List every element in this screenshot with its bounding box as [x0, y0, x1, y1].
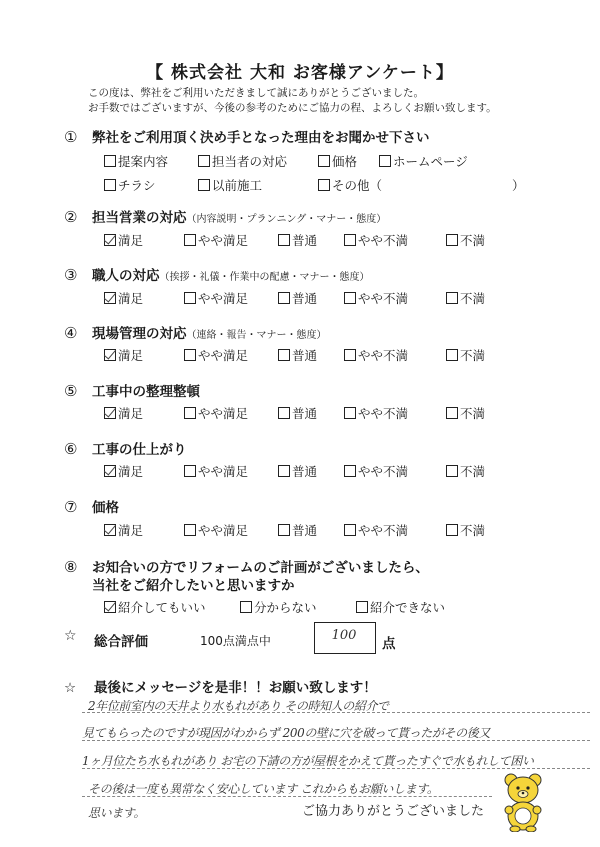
checkbox[interactable]: [446, 465, 458, 477]
message-line-4: その後は一度も異常なく安心しています これからもお願いします。: [88, 782, 439, 796]
checkbox[interactable]: [184, 524, 196, 536]
checkbox[interactable]: [198, 179, 210, 191]
checkbox[interactable]: [356, 601, 368, 613]
q4-option-dissatisfied[interactable]: 不満: [446, 346, 485, 364]
q2-option-somewhat-dissatisfied[interactable]: やや不満: [344, 231, 408, 249]
q5-option-somewhat-dissatisfied[interactable]: やや不満: [344, 404, 408, 422]
intro-line-1: この度は、弊社をご利用いただきまして誠にありがとうございました。: [88, 87, 424, 99]
checkbox[interactable]: [344, 465, 356, 477]
checkbox[interactable]: [318, 155, 330, 167]
question-3: ③ 職人の対応（挨拶・礼儀・作業中の配慮・マナー・態度）: [64, 266, 370, 284]
q5-option-somewhat-satisfied[interactable]: やや満足: [184, 404, 248, 422]
checkbox[interactable]: [184, 292, 196, 304]
q6-option-somewhat-dissatisfied[interactable]: やや不満: [344, 462, 408, 480]
q3-option-somewhat-dissatisfied[interactable]: やや不満: [344, 289, 408, 307]
q1-option-previous-work[interactable]: 以前施工: [198, 176, 262, 194]
q5-option-satisfied[interactable]: 満足: [104, 404, 143, 422]
checkbox[interactable]: [240, 601, 252, 613]
question-2-sub: （内容説明・プランニング・マナー・態度）: [186, 214, 387, 225]
checkbox[interactable]: [344, 349, 356, 361]
checkbox[interactable]: [104, 292, 116, 304]
checkbox[interactable]: [104, 155, 116, 167]
question-2: ② 担当営業の対応（内容説明・プランニング・マナー・態度）: [64, 208, 387, 226]
q7-option-somewhat-dissatisfied[interactable]: やや不満: [344, 521, 408, 539]
q7-option-dissatisfied[interactable]: 不満: [446, 521, 485, 539]
score-value: 100: [331, 628, 357, 643]
q8-option-not-sure[interactable]: 分からない: [240, 598, 317, 616]
checkbox[interactable]: [184, 234, 196, 246]
checkbox[interactable]: [104, 234, 116, 246]
q2-option-somewhat-satisfied[interactable]: やや満足: [184, 231, 248, 249]
checkbox[interactable]: [184, 465, 196, 477]
q6-option-somewhat-satisfied[interactable]: やや満足: [184, 462, 248, 480]
message-line-5: 思います。: [88, 806, 146, 820]
q1-option-staff[interactable]: 担当者の対応: [198, 152, 287, 170]
q8-option-can-refer[interactable]: 紹介してもいい: [104, 598, 206, 616]
question-4-text: 現場管理の対応: [92, 326, 187, 342]
score-unit: 点: [382, 636, 396, 652]
q6-option-dissatisfied[interactable]: 不満: [446, 462, 485, 480]
q2-option-satisfied[interactable]: 満足: [104, 231, 143, 249]
checkbox[interactable]: [446, 407, 458, 419]
q1-option-proposal[interactable]: 提案内容: [104, 152, 168, 170]
question-1-text: 弊社をご利用頂く決め手となった理由をお聞かせ下さい: [92, 130, 430, 146]
q1-option-other-close: ）: [512, 178, 525, 193]
message-line-3: 1ヶ月位たち水もれがあり お宅の下請の方が屋根をかえて貰ったすぐで水もれして困い: [82, 754, 534, 768]
question-8-line-2: 当社をご紹介したいと思いますか: [92, 578, 295, 594]
question-2-text: 担当営業の対応: [92, 210, 187, 226]
q7-option-neutral[interactable]: 普通: [278, 521, 317, 539]
bear-mascot-icon: [500, 770, 546, 832]
q5-option-neutral[interactable]: 普通: [278, 404, 317, 422]
question-7: ⑦ 価格: [64, 498, 119, 516]
message-star-icon: ☆: [64, 680, 77, 696]
q3-option-neutral[interactable]: 普通: [278, 289, 317, 307]
checkbox[interactable]: [446, 292, 458, 304]
q1-option-other[interactable]: その他（: [318, 176, 382, 194]
checkbox[interactable]: [104, 179, 116, 191]
checkbox[interactable]: [278, 407, 290, 419]
question-6: ⑥ 工事の仕上がり: [64, 440, 187, 458]
q3-option-dissatisfied[interactable]: 不満: [446, 289, 485, 307]
question-7-text: 価格: [92, 500, 119, 516]
q4-option-somewhat-dissatisfied[interactable]: やや不満: [344, 346, 408, 364]
checkbox[interactable]: [278, 524, 290, 536]
checkbox[interactable]: [344, 407, 356, 419]
q4-option-satisfied[interactable]: 満足: [104, 346, 143, 364]
checkbox[interactable]: [278, 349, 290, 361]
intro-line-2: お手数ではございますが、今後の参考のためにご協力の程、よろしくお願い致します。: [88, 102, 497, 114]
checkbox[interactable]: [278, 292, 290, 304]
question-3-text: 職人の対応: [92, 268, 160, 284]
score-label: 総合評価: [94, 634, 148, 650]
checkbox[interactable]: [446, 234, 458, 246]
message-line-1: 2年位前室内の天井より水もれがあり その時知人の紹介で: [88, 699, 389, 713]
q2-option-dissatisfied[interactable]: 不満: [446, 231, 485, 249]
q5-option-dissatisfied[interactable]: 不満: [446, 404, 485, 422]
q6-option-satisfied[interactable]: 満足: [104, 462, 143, 480]
checkbox[interactable]: [184, 407, 196, 419]
q4-option-neutral[interactable]: 普通: [278, 346, 317, 364]
score-description: 100点満点中: [200, 634, 271, 648]
survey-title: 【 株式会社 大和 お客様アンケート】: [146, 63, 454, 83]
question-1-number: ①: [64, 128, 78, 146]
thanks-text: ご協力ありがとうございました: [302, 804, 485, 819]
q3-option-satisfied[interactable]: 満足: [104, 289, 143, 307]
checkbox[interactable]: [318, 179, 330, 191]
question-6-text: 工事の仕上がり: [92, 442, 187, 458]
checkbox[interactable]: [446, 524, 458, 536]
message-prompt-text: 最後にメッセージを是非！！お願い致します！: [94, 680, 377, 696]
checkbox[interactable]: [446, 349, 458, 361]
checkbox[interactable]: [104, 349, 116, 361]
checkbox[interactable]: [104, 407, 116, 419]
question-4-sub: （連絡・報告・マナー・態度）: [186, 330, 327, 341]
q7-option-somewhat-satisfied[interactable]: やや満足: [184, 521, 248, 539]
checkbox[interactable]: [379, 155, 391, 167]
question-5-text: 工事中の整理整頓: [92, 384, 200, 400]
checkbox[interactable]: [344, 234, 356, 246]
question-3-sub: （挨拶・礼儀・作業中の配慮・マナー・態度）: [159, 272, 370, 283]
q8-option-cannot-refer[interactable]: 紹介できない: [356, 598, 445, 616]
question-4: ④ 現場管理の対応（連絡・報告・マナー・態度）: [64, 324, 327, 342]
question-8-line-1: お知合いの方でリフォームのご計画がございましたら、: [92, 560, 429, 576]
question-1: [64, 126, 430, 146]
checkbox[interactable]: [104, 524, 116, 536]
q3-option-somewhat-satisfied[interactable]: やや満足: [184, 289, 248, 307]
checkbox[interactable]: [104, 601, 116, 613]
message-line-2: 見てもらったのですが現因がわからず 200の壁に穴を破って貰ったがその後又: [82, 726, 490, 740]
question-8: ⑧ お知合いの方でリフォームのご計画がございましたら、: [64, 558, 429, 576]
checkbox[interactable]: [278, 234, 290, 246]
checkbox[interactable]: [278, 465, 290, 477]
q6-option-neutral[interactable]: 普通: [278, 462, 317, 480]
q1-option-price[interactable]: 価格: [318, 152, 357, 170]
message-prompt: [64, 676, 377, 696]
q1-option-flyer[interactable]: チラシ: [104, 176, 156, 194]
checkbox[interactable]: [198, 155, 210, 167]
q7-option-satisfied[interactable]: 満足: [104, 521, 143, 539]
intro-text: [88, 86, 497, 116]
q2-option-neutral[interactable]: 普通: [278, 231, 317, 249]
checkbox[interactable]: [344, 292, 356, 304]
score-star-icon: ☆: [64, 628, 77, 644]
checkbox[interactable]: [344, 524, 356, 536]
question-5: ⑤ 工事中の整理整頓: [64, 382, 200, 400]
checkbox[interactable]: [184, 349, 196, 361]
q1-option-homepage[interactable]: ホームページ: [379, 152, 468, 170]
checkbox[interactable]: [104, 465, 116, 477]
q4-option-somewhat-satisfied[interactable]: やや満足: [184, 346, 248, 364]
